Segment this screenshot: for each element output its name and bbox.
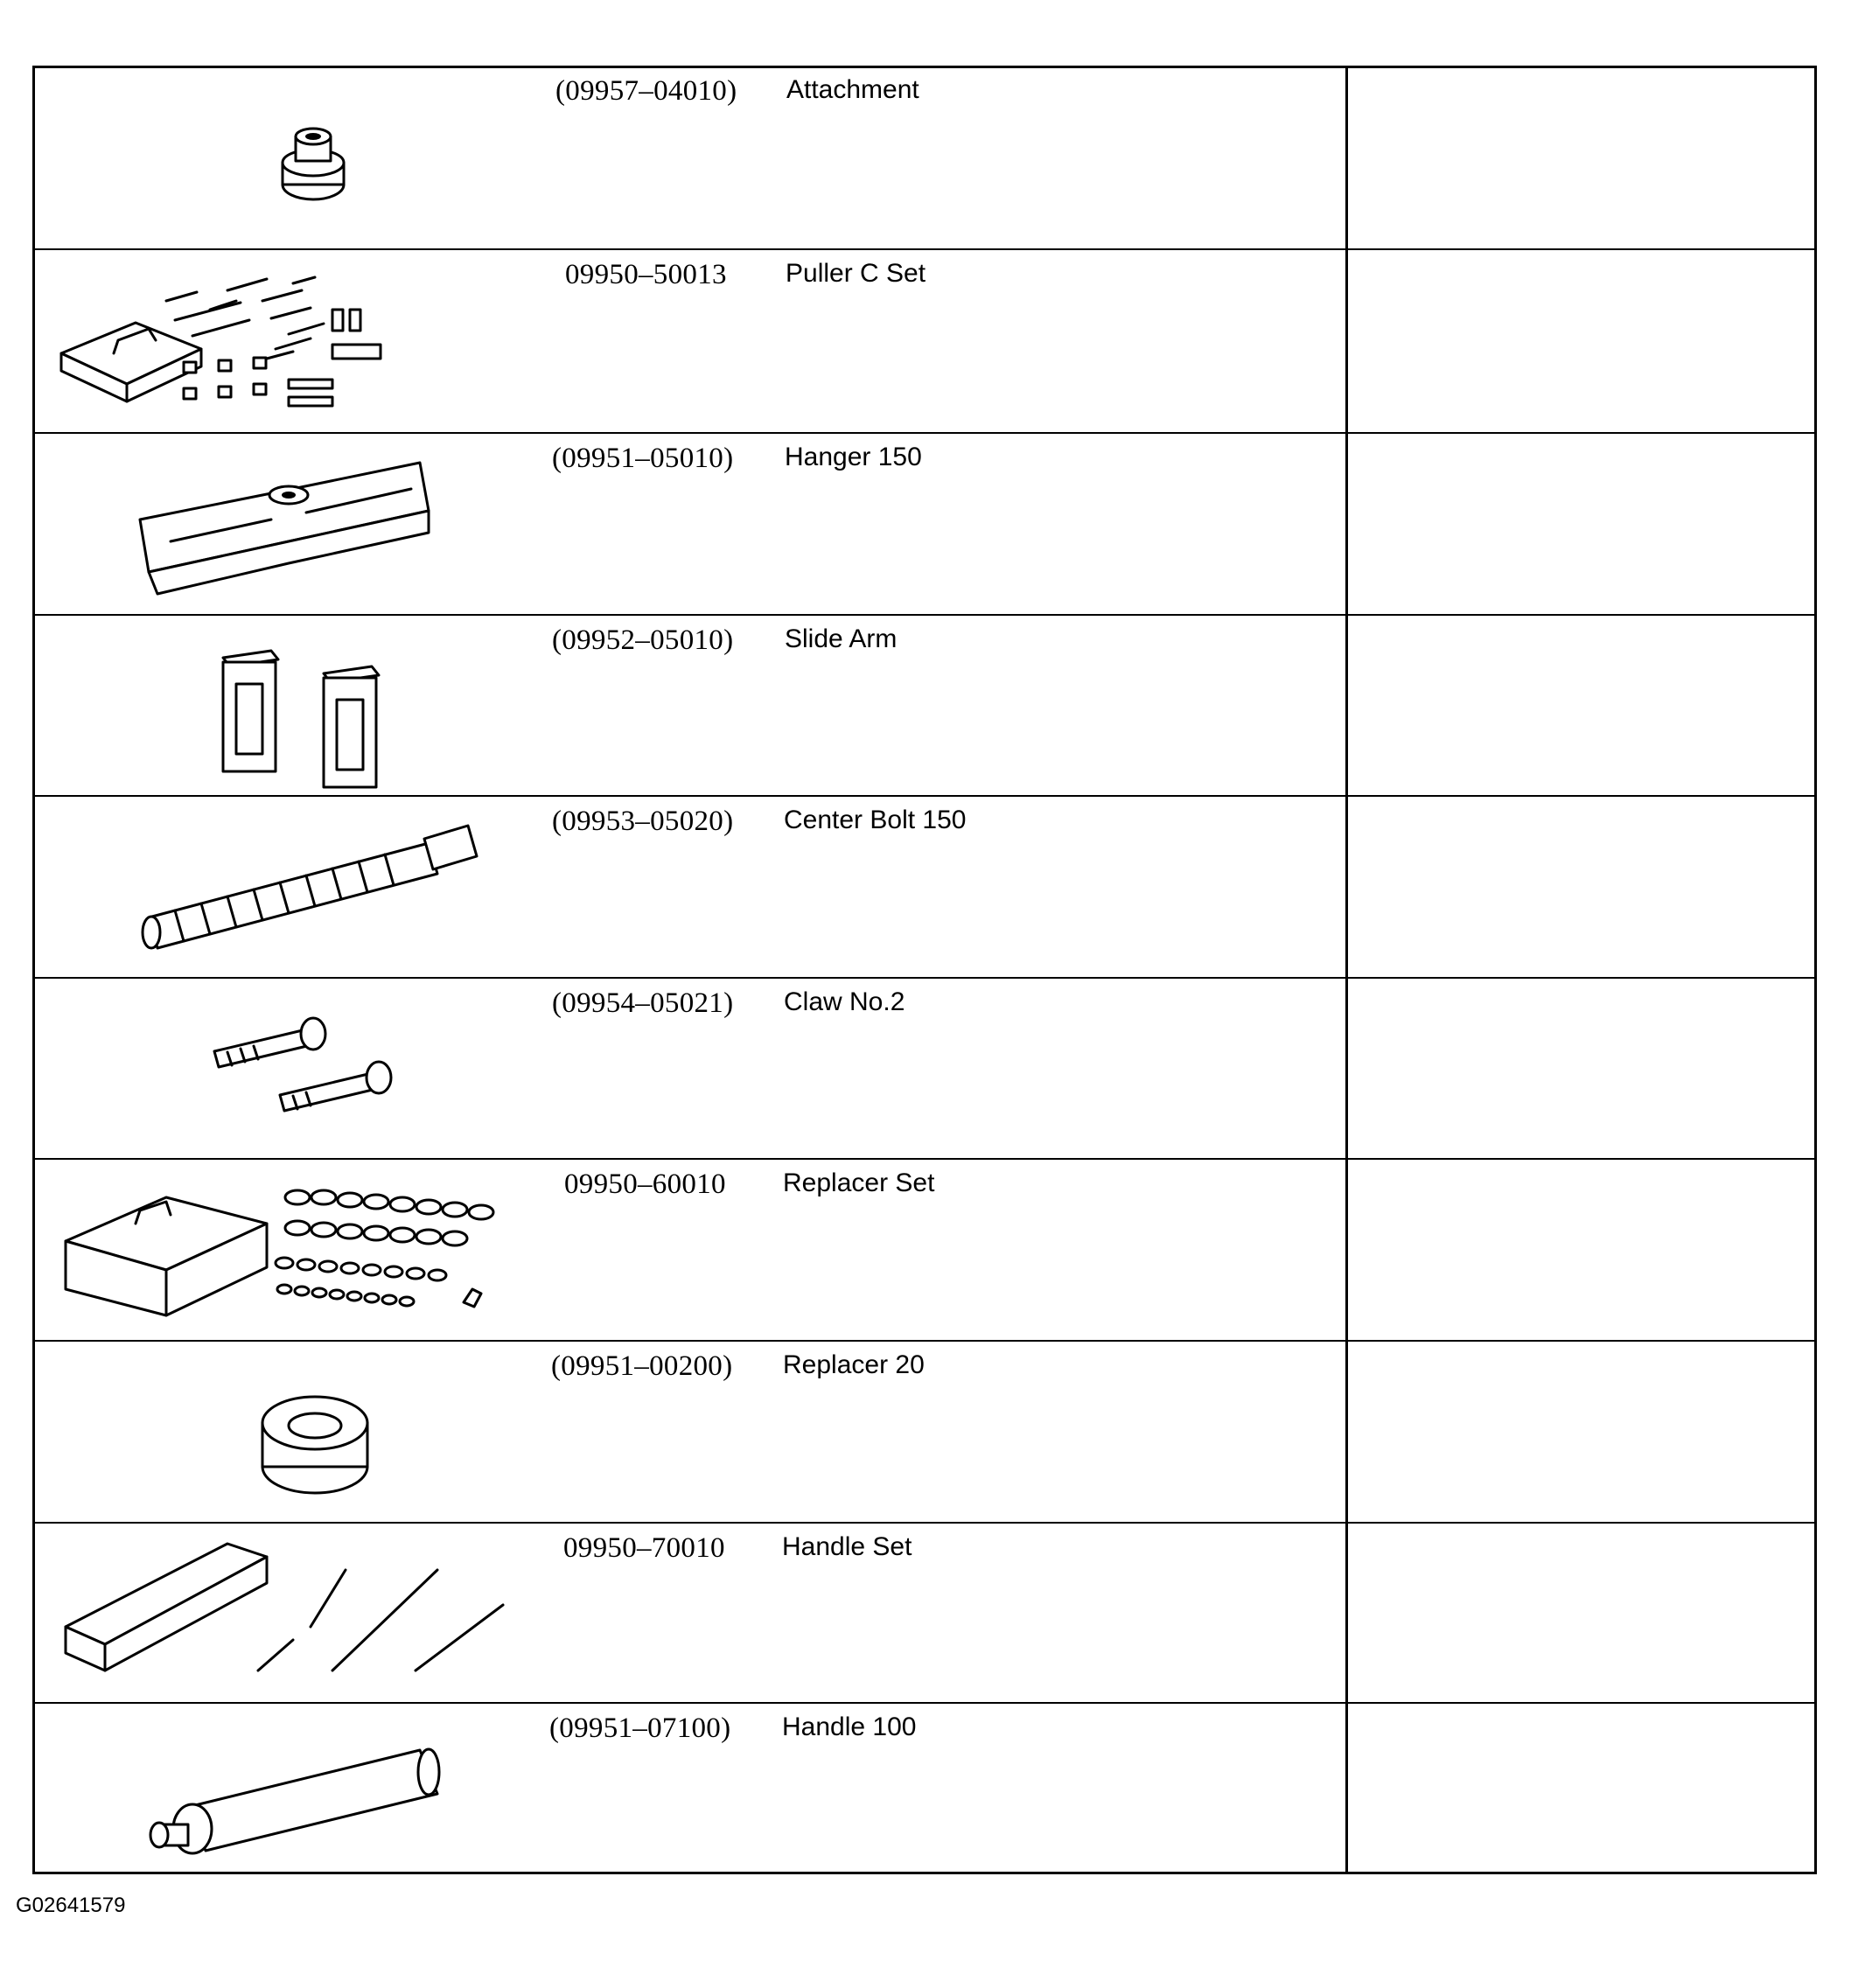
hanger-drawing <box>52 441 542 607</box>
tool-name: Claw No.2 <box>784 987 905 1016</box>
tool-name: Center Bolt 150 <box>784 806 967 834</box>
attachment-drawing <box>52 75 542 241</box>
claw-drawing <box>52 986 542 1152</box>
tool-name: Replacer 20 <box>783 1350 925 1379</box>
part-number: 09950–50013 <box>565 259 727 290</box>
part-number: (09951–05010) <box>552 443 734 474</box>
part-number: 09950–60010 <box>564 1168 726 1200</box>
tool-name: Replacer Set <box>783 1168 935 1197</box>
table-row <box>35 977 1814 1160</box>
replacer-set-drawing <box>52 1167 542 1333</box>
figure-id: G02641579 <box>16 1894 126 1917</box>
part-number: (09952–05010) <box>552 624 734 656</box>
part-number: (09951–07100) <box>549 1712 731 1744</box>
tool-name: Handle 100 <box>782 1712 917 1741</box>
table-row <box>35 248 1814 434</box>
slide-arm-drawing <box>52 623 542 789</box>
tool-name: Puller C Set <box>786 259 926 288</box>
tool-name: Attachment <box>786 75 919 104</box>
part-number: (09951–00200) <box>551 1350 733 1382</box>
table-row <box>35 68 1814 248</box>
part-number: (09953–05020) <box>552 806 734 837</box>
puller-set-drawing <box>52 257 542 423</box>
table-row <box>35 795 1814 979</box>
center-bolt-drawing <box>52 804 542 970</box>
part-number: (09957–04010) <box>555 75 737 107</box>
replacer-drawing <box>52 1349 542 1515</box>
handle-drawing <box>52 1711 542 1877</box>
table-row <box>35 1522 1814 1704</box>
part-number: (09954–05021) <box>552 987 734 1019</box>
table-row <box>35 1340 1814 1524</box>
table-row <box>35 432 1814 616</box>
handle-set-drawing <box>52 1531 542 1697</box>
special-tools-table <box>32 66 1817 1874</box>
table-row <box>35 1158 1814 1342</box>
tool-name: Handle Set <box>782 1532 912 1561</box>
tool-name: Hanger 150 <box>785 443 922 471</box>
part-number: 09950–70010 <box>563 1532 725 1564</box>
table-row <box>35 614 1814 797</box>
table-row <box>35 1702 1814 1879</box>
tool-name: Slide Arm <box>785 624 898 653</box>
